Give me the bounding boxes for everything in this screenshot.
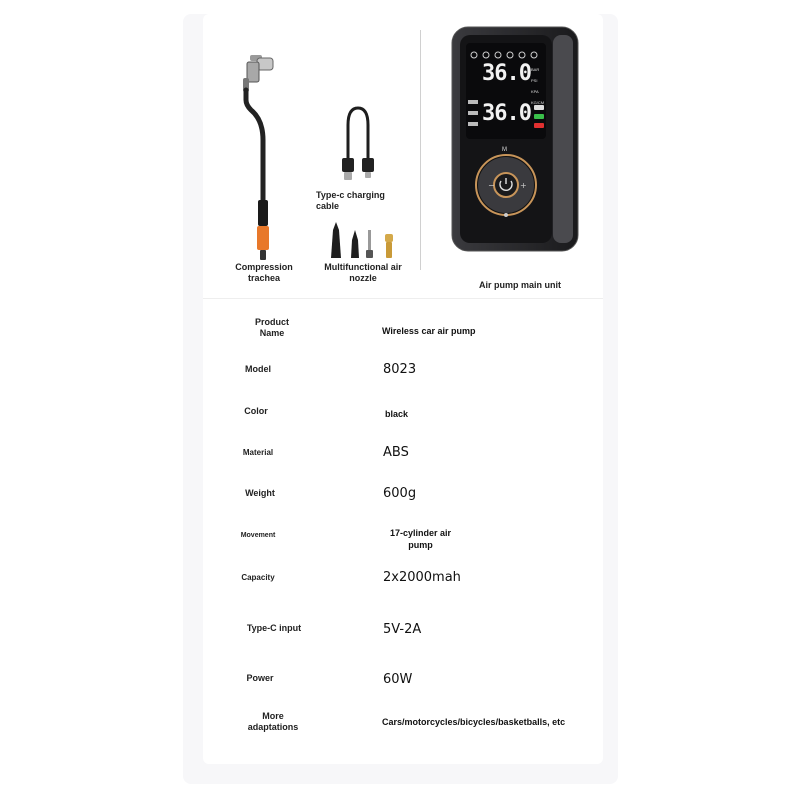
charging-cable-image	[330, 100, 390, 185]
spec-value-movement: 17-cylinder air pump	[389, 528, 452, 550]
spec-value-weight: 600g	[383, 486, 417, 501]
spec-label-capacity: Capacity	[241, 573, 275, 582]
m-key-label: M	[502, 147, 507, 153]
spec-value-model: 8023	[383, 362, 417, 377]
spec-value-more-adaptations: Cars/motorcycles/bicycles/basketballs, etc	[382, 717, 566, 727]
spec-value-color: black	[385, 409, 409, 419]
unit-labels	[531, 64, 551, 108]
unit-psi-label: PSI	[531, 78, 538, 83]
spec-label-color: Color	[244, 406, 268, 416]
display-bottom-reading: 36.0	[482, 101, 531, 126]
spec-value-capacity: 2x2000mah	[383, 570, 461, 585]
spec-value-type-c-input: 5V-2A	[383, 622, 422, 637]
display-top-reading: 36.0	[482, 61, 531, 86]
unit-kgcm-label: KG/CM	[531, 100, 545, 105]
spec-label-material: Material	[242, 448, 274, 457]
spec-value-product-name: Wireless car air pump	[382, 326, 476, 336]
unit-kpa-label: KPA	[531, 89, 539, 94]
spec-label-product-name: Product Name	[254, 317, 289, 338]
air-pump-main-unit-image	[450, 25, 580, 253]
compression-trachea-image	[225, 50, 285, 265]
spec-label-power: Power	[246, 673, 274, 683]
spec-value-power: 60W	[383, 672, 413, 687]
spec-label-movement: Movement	[240, 532, 276, 539]
air-nozzle-image	[325, 220, 405, 260]
spec-label-weight: Weight	[245, 488, 275, 498]
spec-label-more-adaptations: More adaptations	[247, 711, 299, 732]
svg-text:+: +	[520, 181, 527, 190]
svg-text:−: −	[488, 181, 495, 190]
section-divider	[203, 298, 603, 299]
spec-label-model: Model	[245, 364, 271, 374]
main-unit-label: Air pump main unit	[479, 280, 561, 290]
unit-bar-label: BAR	[531, 67, 540, 72]
trachea-label: Compression trachea	[235, 262, 293, 283]
cable-label: Type-c charging cable	[316, 190, 385, 211]
vertical-divider	[420, 30, 421, 270]
spec-value-material: ABS	[383, 445, 409, 460]
spec-label-type-c-input: Type-C input	[246, 623, 302, 633]
nozzle-label: Multifunctional air nozzle	[324, 262, 402, 283]
